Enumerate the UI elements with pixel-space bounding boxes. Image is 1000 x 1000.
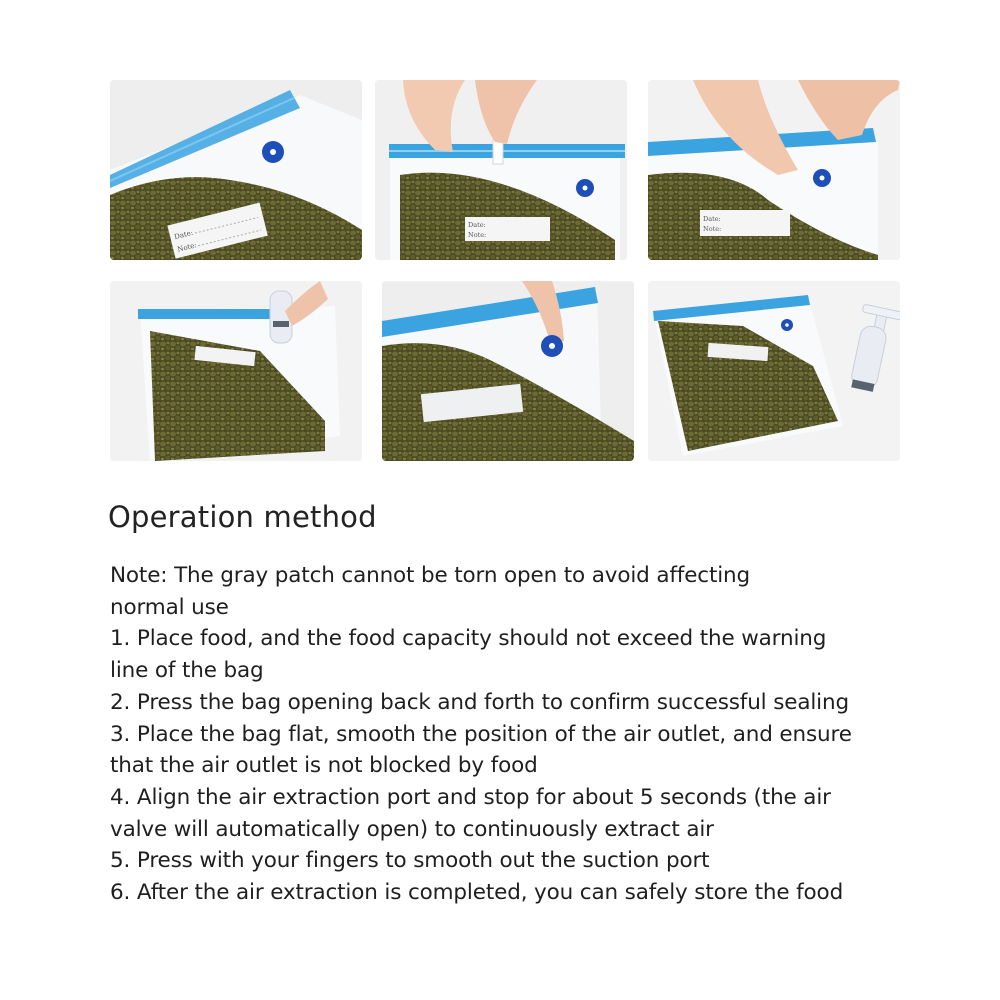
step-photo-2 [375, 80, 627, 260]
instruction-step-4-line-2: valve will automatically open) to continuously extract air [110, 816, 714, 842]
page-title: Operation method [108, 500, 377, 534]
step-photo-4 [110, 281, 362, 461]
step-photo-1 [110, 80, 362, 260]
instruction-step-3-line-1: 3. Place the bag flat, smooth the position of the air outlet, and ensure [110, 721, 852, 747]
instruction-step-2: 2. Press the bag opening back and forth to confirm successful sealing [110, 689, 849, 715]
instruction-step-1-line-2: line of the bag [110, 658, 264, 684]
label-date: Date: [173, 228, 194, 242]
svg-text:Note:: Note: [468, 231, 487, 239]
step-photo-5 [382, 281, 634, 461]
label-note: Note: [176, 241, 198, 254]
instruction-note-line-1: Note: The gray patch cannot be torn open to avoid affecting [110, 563, 751, 588]
instruction-step-6: 6. After the air extraction is completed, you can safely store the food [110, 880, 844, 906]
instruction-list [110, 560, 910, 909]
instruction-note-line-2: normal use [110, 594, 229, 620]
svg-text:Date:: Date: [468, 221, 486, 229]
instruction-step-5: 5. Press with your fingers to smooth out the suction port [110, 848, 710, 874]
instruction-step-1-line-1: 1. Place food, and the food capacity should not exceed the warning [110, 626, 827, 652]
step-photo-3 [648, 80, 900, 260]
step-photo-6 [648, 281, 900, 461]
svg-text:Date:: Date: [703, 215, 721, 223]
step-photo-grid [110, 80, 900, 461]
instruction-step-3-line-2: that the air outlet is not blocked by food [110, 753, 538, 779]
svg-text:Note:: Note: [703, 225, 722, 233]
instruction-step-4-line-1: 4. Align the air extraction port and stop for about 5 seconds (the air [110, 784, 831, 810]
